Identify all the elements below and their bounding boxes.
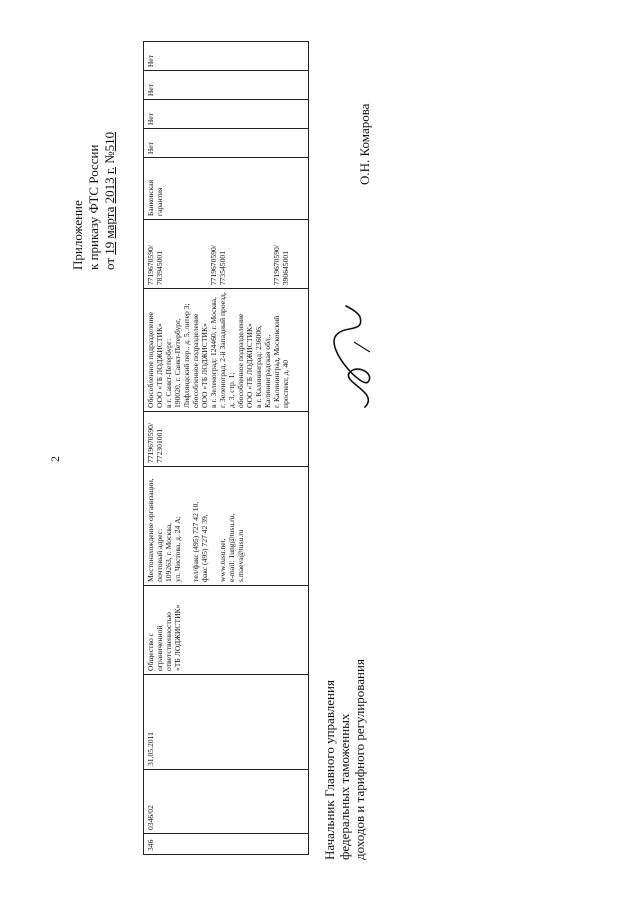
address-lines-line: факс (495) 727 42 39, [200,514,209,582]
branch-codes-line [263,223,272,285]
branch-lines-line: ООО «ТБ ЛОДЖИСТИК» [245,323,254,408]
address-lines-line: почтовый адрес: [155,528,164,582]
branch-lines-line: проспект, д. 40 [281,359,290,408]
cell-date: 31.05.2011 [144,675,309,770]
branch-lines-line: обособленное подразделение [191,313,200,408]
branch-lines-line: Лифляндский пер., д. 5, литер 3; [182,303,191,408]
cell-organization [144,586,309,675]
inn-kpp-line: 7719670590/ [146,422,155,463]
branch-lines-line: обособленное подразделение [236,313,245,408]
appendix-header [70,132,118,270]
branch-codes-line [254,223,263,285]
inn-kpp-line: 772301001 [155,428,164,463]
branch-codes-line [200,223,209,285]
page-number: 2 [48,456,62,462]
cell-guarantee [144,158,309,220]
branch-lines-line: г. Зеленоград, 2-й Западный проезд, [218,292,227,408]
appendix-order-ref: к приказу ФТС России [86,144,101,270]
address-lines-line: e-mail: 1ung@tusu.ru, [227,513,236,582]
org-lines-line: ограниченной [155,625,164,671]
branch-lines-line: ООО «ТБ ЛОДЖИСТИК» [155,323,164,408]
order-day: 19 [102,241,117,255]
branch-codes-line: 390645001 [281,251,290,286]
org-lines-line: «ТБ ЛОДЖИСТИК» [173,604,182,671]
handwritten-signature [320,302,390,412]
branch-codes-line: 783945001 [155,251,164,286]
guarantee-line: Банковская [146,179,155,217]
table-row [144,42,309,855]
address-lines-line: www.tusu.net, [218,538,227,582]
registry-table [143,41,309,855]
cell-branches [144,289,309,412]
cell-flag-4: Нет [144,42,309,71]
branch-lines-line: ООО «ТБ ЛОДЖИСТИК» [200,323,209,408]
cell-inn-kpp [144,412,309,467]
cell-flag-1: Нет [144,129,309,158]
branch-codes-line [236,223,245,285]
address-lines-line: ул. Чистова, д. 24 А; [173,516,182,582]
address-lines-line: 109263, г. Москва, [164,523,173,582]
branch-codes-line: 7719670590/ [209,245,218,286]
branch-codes-line [227,223,236,285]
cell-address [144,467,309,586]
branch-lines-line: в г. Зеленоград: 124460, г. Москва, [209,297,218,408]
branch-lines-line: Обособленное подразделение [146,311,155,408]
order-number: 510 [102,131,117,152]
branch-lines-line: в г. Санкт-Петербург: [164,338,173,408]
cell-row-number: 346 [144,834,309,855]
signatory-title: Начальник Главного управления федеральных таможенных доходов и тарифного регулирования [322,659,367,860]
cell-flag-3: Нет [144,71,309,100]
appendix-date-line: от 19 марта 2013 г. №510 [102,131,117,270]
signatory-name: О.Н. Комарова [357,103,372,185]
address-lines-line: Местонахождение организации, [146,478,155,582]
cell-flag-2: Нет [144,100,309,129]
branch-lines-line: г. Калининград, Московский [272,315,281,408]
address-lines-line: тел/факс (495) 727 42 10, [191,501,200,582]
branch-codes-line: 7719670590/ [272,245,281,286]
address-lines-line: s.maeva@tusu.ru [236,529,245,582]
address-lines-line [209,470,218,582]
guarantee-line: гарантия [155,187,164,217]
appendix-title: Приложение [70,200,85,270]
branch-codes-line: 7719670590/ [146,245,155,286]
branch-codes-line [182,223,191,285]
branch-codes-line: 773545001 [218,251,227,286]
branch-codes-line [191,223,200,285]
branch-lines-line: в г. Калининград: 236006, [254,325,263,408]
branch-lines-line: 190020, г. Санкт-Петербург, [173,318,182,408]
cell-branch-codes [144,220,309,289]
cell-reg-number: 0346/02 [144,770,309,834]
org-lines-line: ответственностью [164,612,173,671]
branch-codes-line [164,223,173,285]
org-lines-line: Общество с [146,632,155,671]
branch-lines-line: д. 3, стр. 1; [227,372,236,408]
branch-codes-line [245,223,254,285]
order-year: 2013 [102,177,117,204]
address-lines-line [182,470,191,582]
order-month: марта [102,206,117,239]
branch-lines-line: Калининградская обл., [263,334,272,408]
branch-codes-line [173,223,182,285]
